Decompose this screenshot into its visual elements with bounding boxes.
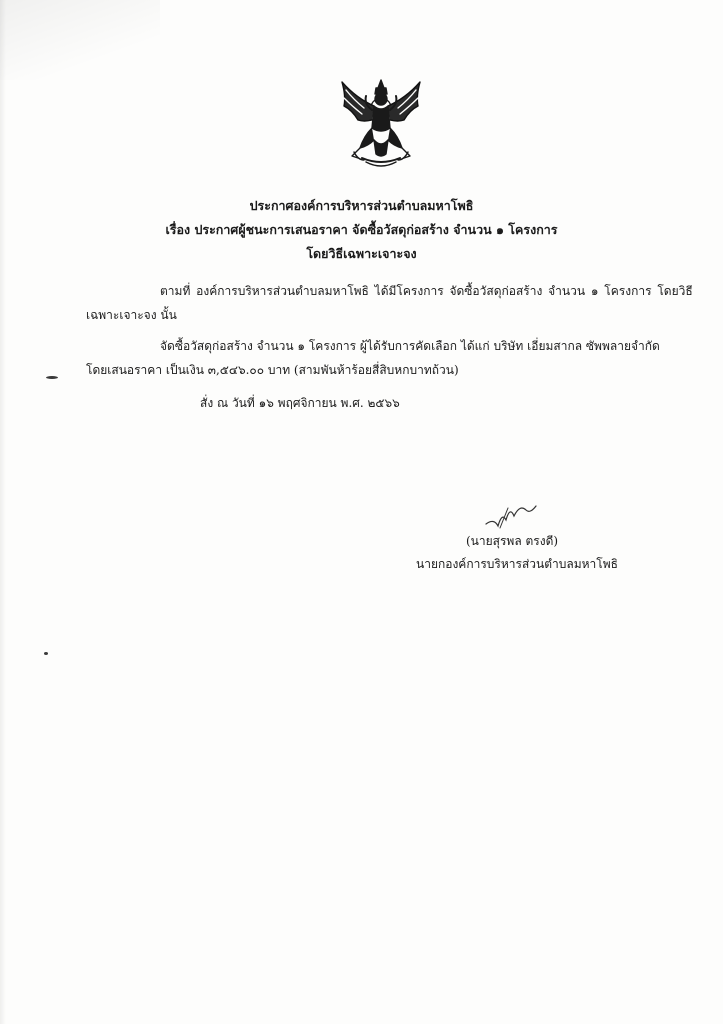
announcement-date: สั่ง ณ วันที่ ๑๖ พฤศจิกายน พ.ศ. ๒๕๖๖ <box>200 396 400 410</box>
signatory-name: (นายสุรพล ตรงดี) <box>466 534 559 548</box>
scan-speck <box>46 376 58 379</box>
document-method: โดยวิธีเฉพาะเจาะจง <box>306 246 417 261</box>
paragraph-2-line-1: จัดซื้อวัสดุก่อสร้าง จำนวน ๑ โครงการ ผู้ได้รับการคัดเลือก ได้แก่ บริษัท เอี่ยมสากล ซัพพลายจำกัด <box>160 339 660 353</box>
signatory-position: นายกองค์การบริหารส่วนตำบลมหาโพธิ <box>416 557 618 571</box>
paragraph-1-line-2: เฉพาะเจาะจง นั้น <box>86 308 177 322</box>
scan-speck <box>44 652 48 655</box>
garuda-emblem-icon <box>334 76 428 172</box>
scan-fold-shadow <box>0 0 160 80</box>
handwritten-signature-icon <box>480 498 540 534</box>
document-subject: เรื่อง ประกาศผู้ชนะการเสนอราคา จัดซื้อวัสดุก่อสร้าง จำนวน ๑ โครงการ <box>165 222 558 237</box>
paragraph-1-line-1: ตามที่ องค์การบริหารส่วนตำบลมหาโพธิ ได้มีโครงการ จัดซื้อวัสดุก่อสร้าง จำนวน ๑ โครงการ โดยวิธี <box>160 284 693 298</box>
paragraph-2-line-2: โดยเสนอราคา เป็นเงิน ๓,๕๔๖.๐๐ บาท (สามพันห้าร้อยสี่สิบหกบาทถ้วน) <box>86 363 459 377</box>
scan-edge-shadow <box>0 0 6 1024</box>
document-title: ประกาศองค์การบริหารส่วนตำบลมหาโพธิ <box>249 198 474 213</box>
